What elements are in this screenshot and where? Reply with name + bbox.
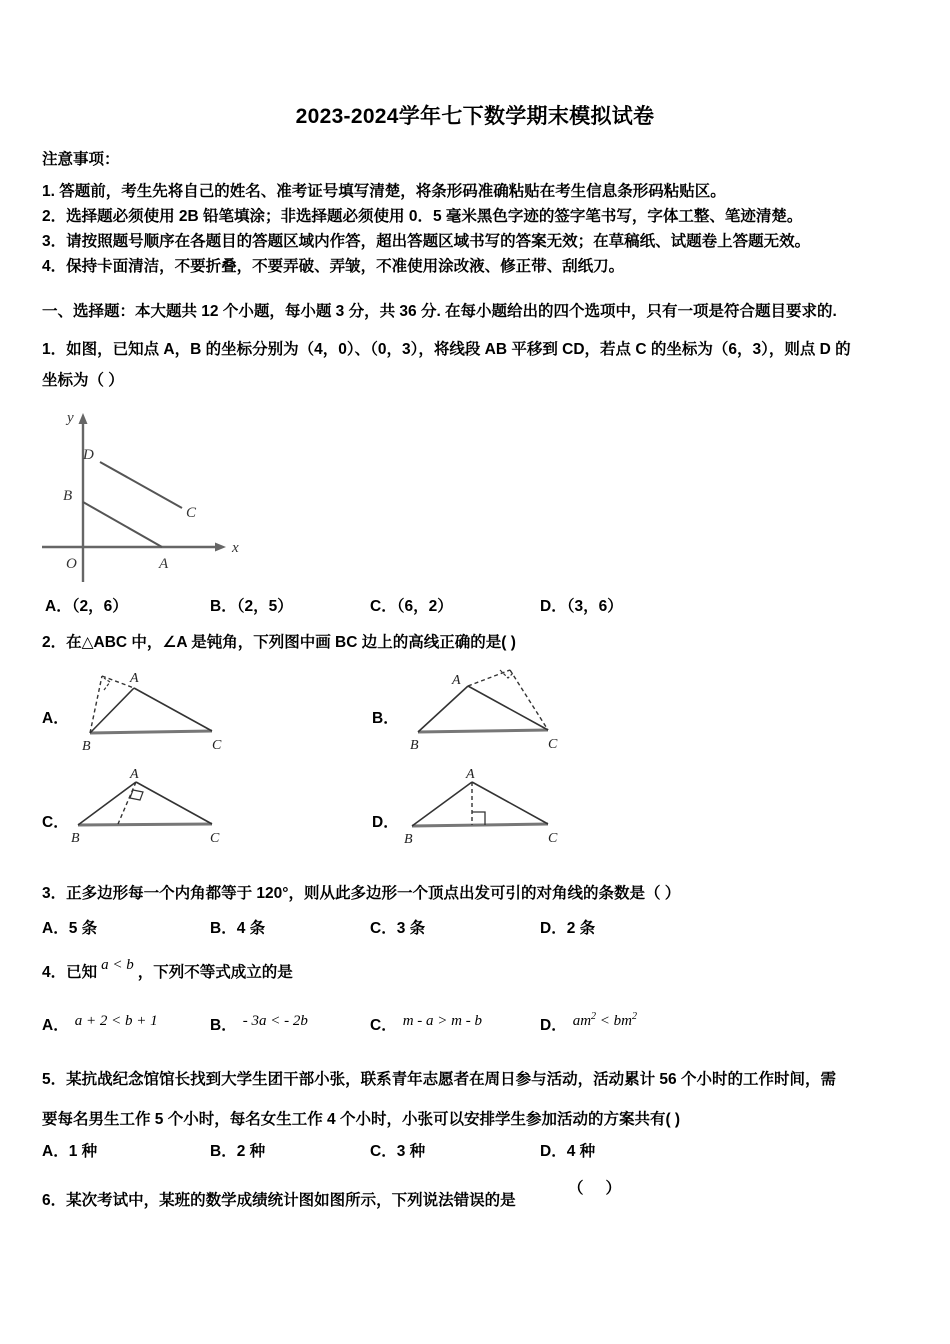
question-5-option-c[interactable]: C．3 种 [370, 1143, 426, 1160]
question-6-answer-parens [568, 1176, 643, 1198]
question-4-condition: a < b [101, 957, 134, 973]
svg-text:B: B [82, 739, 91, 754]
question-1-coordinate-figure [40, 400, 290, 590]
question-1-text-line-1: 1．如图，已知点 A，B 的坐标分别为（4，0）、（0，3），将线段 AB 平移到 CD，若点 C 的坐标为（6，3），则点 D 的 [42, 341, 851, 358]
svg-text:A: A [466, 767, 475, 782]
svg-text:A: A [130, 767, 139, 782]
question-2-option-d-label[interactable]: D． [372, 814, 399, 831]
notice-item-2: 2．选择题必须使用 2B 铅笔填涂；非选择题必须使用 0．5 毫米黑色字迹的签字笔书写，字体工整、笔迹清楚。 [42, 208, 803, 225]
question-4-option-a[interactable]: A． a + 2 < b + 1 [42, 1013, 158, 1034]
question-3-option-d[interactable]: D．2 条 [540, 920, 596, 937]
svg-text:B: B [410, 738, 419, 753]
question-5-options [42, 1139, 922, 1163]
svg-text:y: y [67, 410, 74, 426]
section-heading: 一、选择题：本大题共 12 个小题，每小题 3 分，共 36 分. 在每小题给出的四个选项中，只有一项是符合题目要求的. [42, 303, 837, 320]
question-2-option-b-figure[interactable] [370, 660, 620, 755]
question-4-option-c[interactable]: C． m - a > m - b [370, 1013, 482, 1034]
question-1-option-d[interactable]: D．（3，6） [540, 598, 623, 615]
question-1-option-b[interactable]: B．（2，5） [210, 598, 293, 615]
svg-text:D: D [83, 447, 94, 463]
question-2-option-a-label[interactable]: A． [42, 710, 69, 727]
svg-text:C: C [210, 831, 220, 846]
notice-item-3: 3．请按照题号顺序在各题目的答题区域内作答，超出答题区域书写的答案无效；在草稿纸、试题卷上答题无效。 [42, 233, 811, 250]
notice-heading: 注意事项： [42, 151, 120, 168]
svg-text:O: O [66, 556, 77, 572]
q4-d-base: am [572, 1013, 592, 1029]
question-3-option-b[interactable]: B．4 条 [210, 920, 266, 937]
svg-text:A: A [130, 671, 139, 686]
svg-text:A: A [159, 556, 169, 572]
question-2-option-c-figure[interactable] [40, 762, 290, 854]
question-5-option-b[interactable]: B．2 种 [210, 1143, 266, 1160]
svg-text:A: A [452, 673, 461, 688]
question-5-text-line-2: 要每名男生工作 5 个小时，每名女生工作 4 个小时，小张可以安排学生参加活动的方案共有( ) [42, 1111, 681, 1128]
question-2-option-b-label[interactable]: B． [372, 710, 399, 727]
svg-text:C: C [212, 738, 222, 753]
question-5-option-d[interactable]: D．4 种 [540, 1143, 596, 1160]
question-3-text: 3．正多边形每一个内角都等于 120°，则从此多边形一个顶点出发可引的对角线的条数是（ ） [42, 885, 681, 902]
svg-text:C: C [548, 737, 558, 752]
question-5-option-a[interactable]: A．1 种 [42, 1143, 98, 1160]
svg-text:B: B [404, 832, 413, 847]
question-2-option-d-figure[interactable] [370, 762, 620, 854]
question-4-options [42, 1005, 922, 1039]
question-5-text-line-1: 5．某抗战纪念馆馆长找到大学生团干部小张，联系青年志愿者在周日参与活动，活动累计 56 个小时的工作时间，需 [42, 1071, 836, 1088]
question-4-text [42, 957, 293, 982]
paren-right: ） [605, 1180, 644, 1197]
question-3-option-a[interactable]: A．5 条 [42, 920, 98, 937]
question-4-text-prefix: 4．已知 [42, 964, 98, 981]
question-2-option-a-figure[interactable] [40, 660, 290, 755]
svg-text:B: B [63, 488, 73, 504]
svg-text:C: C [186, 505, 197, 521]
question-3-options [42, 916, 922, 940]
question-1-text-line-2: 坐标为（ ） [42, 372, 124, 389]
question-2-text: 2．在△ABC 中，∠A 是钝角，下列图中画 BC 边上的高线正确的是( ) [42, 634, 516, 651]
q4-d-exp1: 2 [591, 1011, 597, 1022]
svg-text:x: x [232, 540, 239, 556]
question-4-text-suffix: ，下列不等式成立的是 [137, 964, 293, 981]
page-title: 2023-2024学年七下数学期末模拟试卷 [295, 105, 655, 128]
q4-d-mid: < bm [596, 1013, 633, 1029]
notice-item-4: 4．保持卡面清洁，不要折叠，不要弄破、弄皱，不准使用涂改液、修正带、刮纸刀。 [42, 258, 625, 275]
paren-left: （ [568, 1180, 606, 1197]
question-4-option-d[interactable]: D． $am^2 < bm^2$ [540, 1011, 638, 1034]
svg-text:C: C [548, 831, 558, 846]
question-3-option-c[interactable]: C．3 条 [370, 920, 426, 937]
question-1-option-c[interactable]: C．（6，2） [370, 598, 453, 615]
q4-d-exp2: 2 [632, 1011, 638, 1022]
question-6-text: 6．某次考试中，某班的数学成绩统计图如图所示，下列说法错误的是 [42, 1192, 516, 1209]
svg-text:B: B [71, 831, 80, 846]
question-1-options [42, 594, 922, 618]
question-2-option-c-label[interactable]: C． [42, 814, 69, 831]
question-1-option-a[interactable]: A．（2，6） [45, 598, 128, 615]
question-4-option-b[interactable]: B． - 3a < - 2b [210, 1013, 308, 1034]
notice-item-1: 1. 答题前，考生先将自己的姓名、准考证号填写清楚，将条形码准确粘贴在考生信息条形码粘贴区。 [42, 183, 726, 200]
